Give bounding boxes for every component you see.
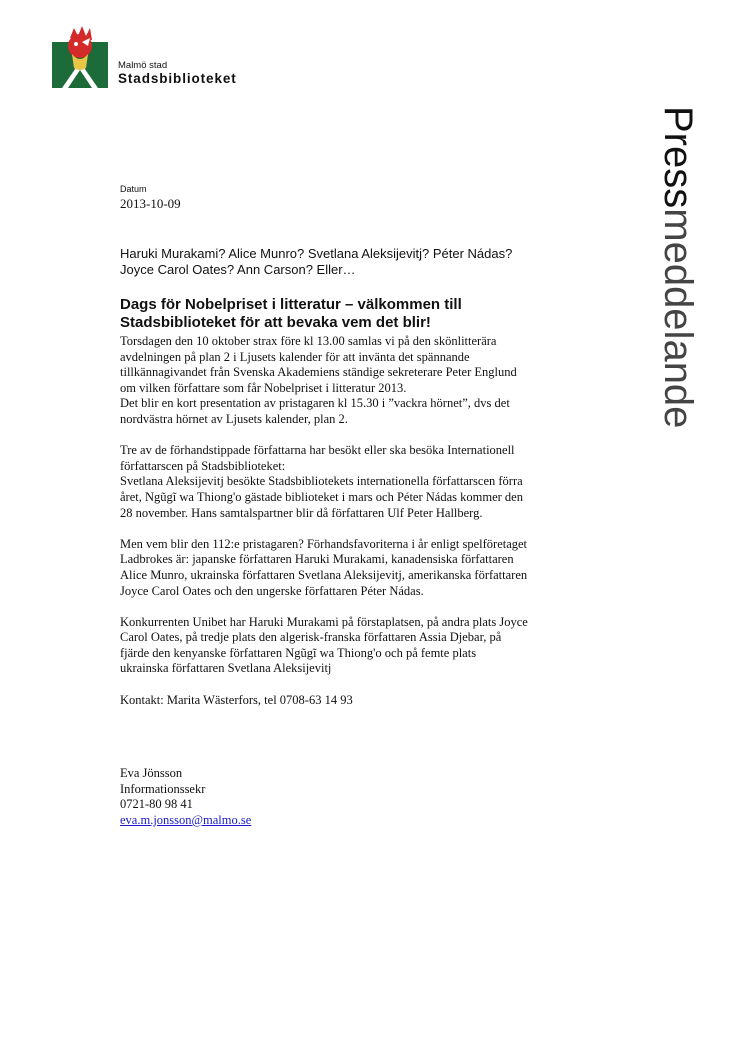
date-value: 2013-10-09 (120, 196, 181, 211)
organization (118, 60, 237, 87)
signature-title: Informationssekr (120, 781, 206, 796)
body-line: Carol Oates, på tredje plats den algerisk-franska författaren Assia Djebar, på (120, 630, 502, 645)
headline-line: Dags för Nobelpriset i litteratur – välkommen till (120, 296, 462, 313)
body-line: Alice Munro, ukrainska författaren Svetlana Aleksijevitj, amerikanska författaren (120, 567, 528, 582)
body-line: Torsdagen den 10 oktober strax före kl 13.00 samlas vi på den skönlitterära (120, 334, 497, 348)
signature-phone: 0721-80 98 41 (120, 797, 193, 812)
body-line: tillkännagivandet från Svenska Akademiens ständige sekreterare Peter Englund (120, 365, 517, 380)
headline-line: Stadsbiblioteket för att bevaka vem det blir! (120, 314, 431, 331)
body-line: nordvästra hörnet av Ljusets kalender, plan 2. (120, 411, 348, 426)
paragraph-4 (120, 615, 600, 677)
article-body (120, 334, 600, 724)
body-line: författarscen på Stadsbiblioteket: (120, 458, 286, 473)
body-line: Tre av de förhandstippade författarna har besökt eller ska besöka Internationell (120, 443, 515, 458)
malmo-stad-logo (52, 24, 108, 88)
signature (120, 766, 251, 828)
press-release-label (656, 106, 700, 546)
body-line: Konkurrenten Unibet har Haruki Murakami på förstaplatsen, på andra plats Joyce (120, 614, 528, 629)
org-name: Stadsbiblioteket (118, 71, 237, 86)
body-line: fjärde den kenyanske författaren Ngũgĩ wa Thiong'o och på femte plats (120, 645, 477, 660)
org-small-name: Malmö stad (118, 60, 168, 71)
signature-name: Eva Jönsson (120, 766, 183, 780)
press-label-light: meddelande (656, 208, 700, 429)
paragraph-3 (120, 537, 600, 599)
date-label: Datum (120, 184, 147, 194)
body-line: Joyce Carol Oates och den ungerske författaren Péter Nádas. (120, 583, 424, 598)
body-line: Svetlana Aleksijevitj besökte Stadsbibliotekets internationella författarscen förra (120, 474, 523, 489)
paragraph-2 (120, 443, 600, 521)
intro (120, 246, 590, 278)
body-line: om vilken författare som får Nobelpriset i litteratur 2013. (120, 380, 407, 395)
body-line: avdelningen på plan 2 i Ljusets kalender för att invänta det spännande (120, 349, 470, 364)
signature-email-link[interactable]: eva.m.jonsson@malmo.se (120, 812, 252, 827)
body-line: 28 november. Hans samtalspartner blir då författaren Ulf Peter Hallberg. (120, 505, 483, 520)
intro-line: Joyce Carol Oates? Ann Carson? Eller… (120, 262, 356, 277)
paragraph-1 (120, 334, 600, 428)
headline (120, 296, 590, 332)
body-line: Ladbrokes är: japanske författaren Haruki Murakami, kanadensiska författaren (120, 552, 514, 567)
body-line: Men vem blir den 112:e pristagaren? Förhandsfavoriterna i år enligt spelföretaget (120, 536, 528, 551)
body-line: året, Ngũgĩ wa Thiong'o gästade biblioteket i mars och Péter Nádas kommer den (120, 489, 523, 504)
contact-line: Kontakt: Marita Wästerfors, tel 0708-63 14 93 (120, 692, 353, 707)
body-line: Det blir en kort presentation av pristagaren kl 15.30 i ”vackra hörnet”, dvs det (120, 396, 510, 411)
intro-line: Haruki Murakami? Alice Munro? Svetlana Aleksijevitj? Péter Nádas? (120, 246, 513, 261)
body-line: ukrainska författaren Svetlana Aleksijevitj (120, 661, 332, 676)
press-label-dark: Press (656, 106, 700, 209)
